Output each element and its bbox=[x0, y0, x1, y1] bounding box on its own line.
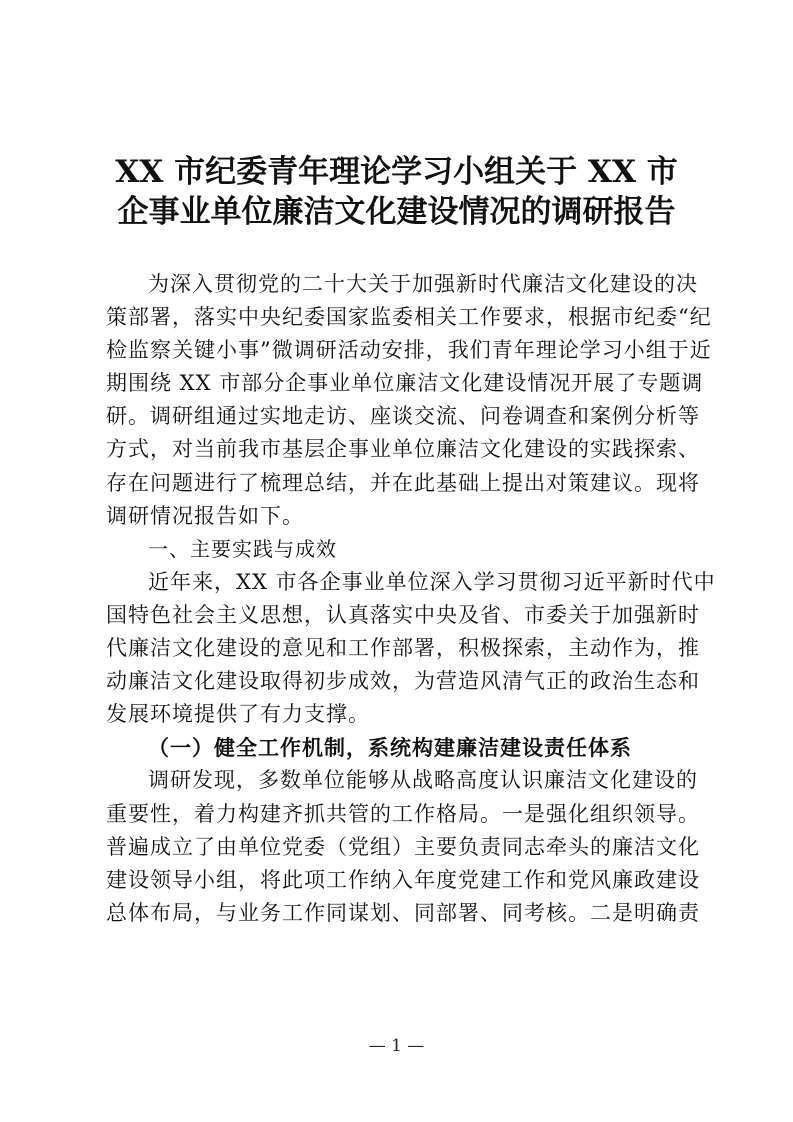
document-body bbox=[106, 268, 716, 930]
body-line: 调研发现，多数单位能够从战略高度认识廉洁文化建设的 bbox=[148, 768, 698, 793]
body-line: 调研情况报告如下。 bbox=[106, 503, 304, 528]
body-line: 重要性，着力构建齐抓共管的工作格局。一是强化组织领导。 bbox=[106, 801, 700, 826]
body-line: 研。调研组通过实地走访、座谈交流、问卷调查和案例分析等 bbox=[106, 404, 700, 429]
body-line: 近年来，XX 市各企事业单位深入学习贯彻习近平新时代中 bbox=[148, 569, 716, 594]
body-line: 总体布局，与业务工作同谋划、同部署、同考核。二是明确责 bbox=[106, 900, 700, 925]
subsection-heading-1: （一）健全工作机制，系统构建廉洁建设责任体系 bbox=[148, 735, 632, 761]
document-title-line-1: XX 市纪委青年理论学习小组关于 XX 市 bbox=[115, 154, 678, 190]
body-line: 发展环境提供了有力支撑。 bbox=[106, 702, 370, 727]
body-line: 为深入贯彻党的二十大关于加强新时代廉洁文化建设的决 bbox=[148, 272, 698, 296]
page-number: — 1 — bbox=[368, 1036, 425, 1056]
section-heading-1: 一、主要实践与成效 bbox=[148, 536, 337, 561]
body-line: 期围绕 XX 市部分企事业单位廉洁文化建设情况开展了专题调 bbox=[106, 371, 704, 396]
body-line: 普遍成立了由单位党委（党组）主要负责同志牵头的廉洁文化 bbox=[106, 834, 700, 859]
body-line: 方式，对当前我市基层企事业单位廉洁文化建设的实践探索、 bbox=[106, 437, 700, 462]
body-line: 检监察关键小事”微调研活动安排，我们青年理论学习小组于近 bbox=[106, 338, 712, 363]
body-line: 建设领导小组，将此项工作纳入年度党建工作和党风廉政建设 bbox=[106, 867, 700, 892]
body-line: 代廉洁文化建设的意见和工作部署，积极探索，主动作为，推 bbox=[106, 636, 700, 661]
body-line: 存在问题进行了梳理总结，并在此基础上提出对策建议。现将 bbox=[106, 470, 700, 495]
document-title-line-2: 企事业单位廉洁文化建设情况的调研报告 bbox=[117, 194, 676, 230]
body-line: 国特色社会主义思想，认真落实中央及省、市委关于加强新时 bbox=[106, 602, 700, 627]
body-line: 策部署，落实中央纪委国家监委相关工作要求，根据市纪委“纪 bbox=[106, 305, 712, 330]
body-line: 动廉洁文化建设取得初步成效，为营造风清气正的政治生态和 bbox=[106, 669, 700, 694]
